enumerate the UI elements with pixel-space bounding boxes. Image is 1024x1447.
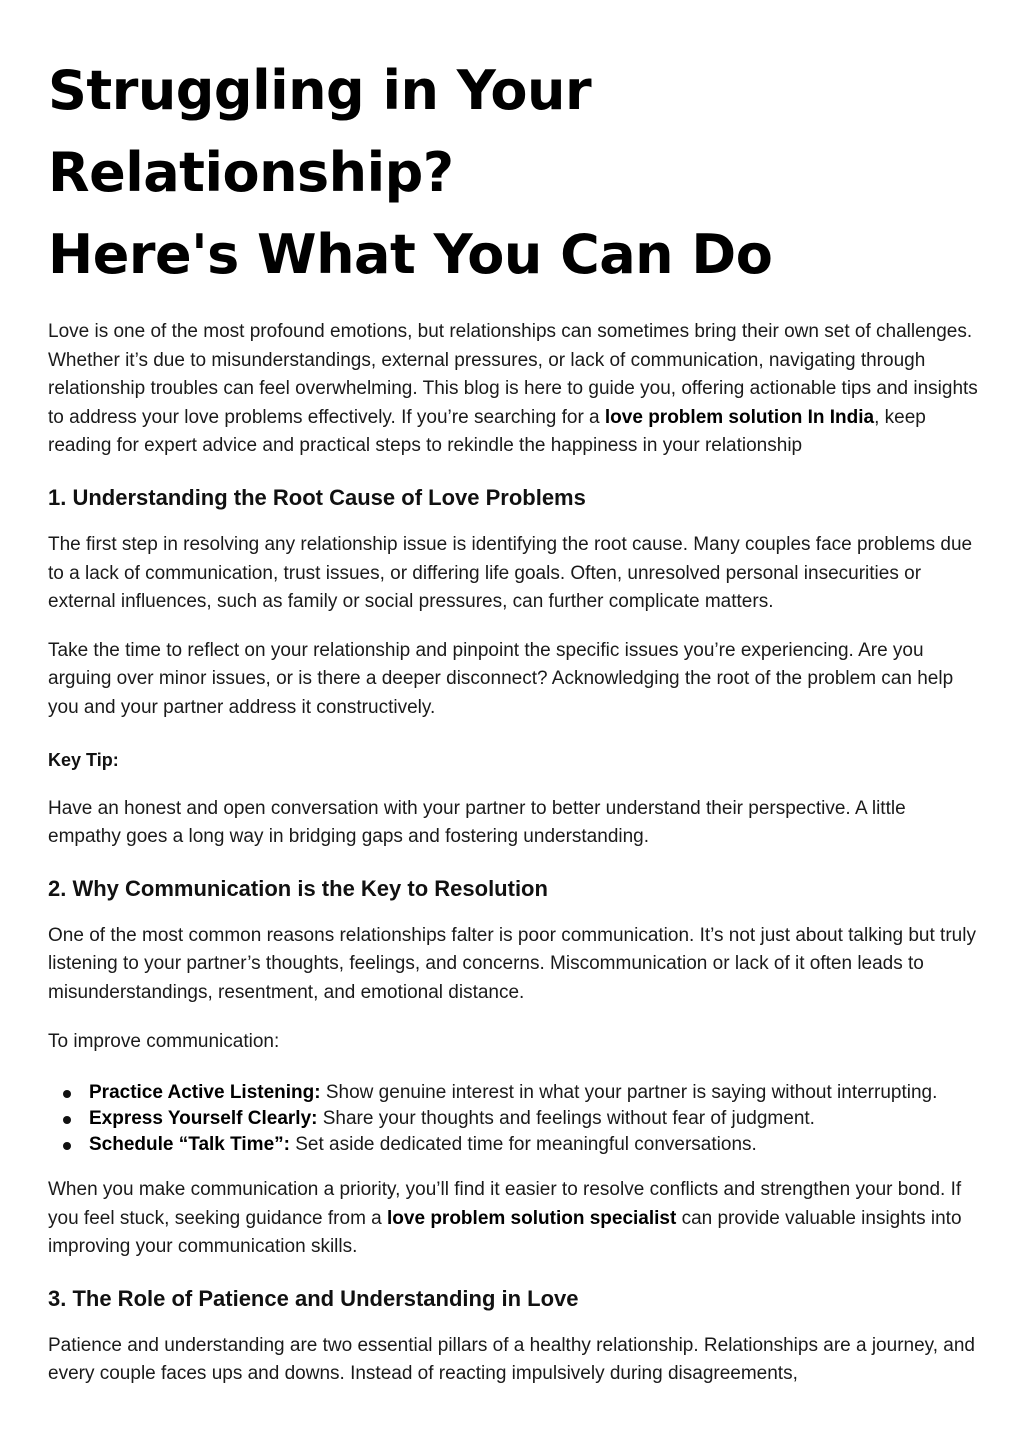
section-2-heading: 2. Why Communication is the Key to Resolution (48, 875, 548, 901)
bullet-icon (63, 1142, 71, 1150)
section-2-paragraph-1: One of the most common reasons relationships falter is poor communication. It’s not just about talking but truly listening to your partner’s thoughts, feelings, and concerns. Miscommunication or lack of it often leads to misunderstandings, resentment, and emotional distance. (48, 924, 976, 1003)
section-1-heading: 1. Understanding the Root Cause of Love Problems (48, 484, 586, 510)
closing-text-end: can provide valuable insights into improving your communication skills. (48, 1207, 962, 1258)
list-item (89, 1080, 980, 1106)
key-tip-paragraph: Have an honest and open conversation with your partner to better understand their perspective. A little empathy goes a long way in bridging gaps and fostering understanding. (48, 797, 906, 848)
tip-label: Express Yourself Clearly: (89, 1108, 318, 1130)
tips-list (48, 1080, 980, 1158)
tip-text: Share your thoughts and feelings without fear of judgment. (317, 1108, 815, 1130)
section-1-paragraph-2: Take the time to reflect on your relationship and pinpoint the specific issues you’re experiencing. Are you arguing over minor issues, or is there a deeper disconnect? Acknowledging the root of the problem can help you and your partner address it constructively. (48, 639, 954, 718)
list-intro: To improve communication: (48, 1030, 280, 1052)
section-3-paragraph-1: Patience and understanding are two essential pillars of a healthy relationship. Relationships are a journey, and every couple faces ups and downs. Instead of reacting impulsively during disagreements, (48, 1334, 976, 1385)
closing-text: When you make communication a priority, you’ll find it easier to resolve conflicts and strengthen your bond. If you feel stuck, seeking guidance from a (48, 1179, 962, 1229)
closing-keyword: love problem solution specialist (387, 1207, 677, 1229)
page-title-line-1: Struggling in Your Relationship? (48, 59, 592, 204)
section-1-paragraph-1: The first step in resolving any relationship issue is identifying the root cause. Many couples face problems due to a lack of communication, trust issues, or differing life goals. Often, unresolved personal insecurities or external influences, such as family or social pressures, can further complicate matters. (48, 533, 973, 613)
intro-text: Love is one of the most profound emotions, but relationships can sometimes bring their own set of challenges. Whether it’s due to misunderstandings, external pressures, or lack of communication, navigating through relationship troubles can feel overwhelming. This blog is here to guide you, offering actionable tips and insights to address your love problems effectively. If you’re searching for a (48, 321, 978, 428)
page-title-line-2: Here's What You Can Do (48, 223, 773, 286)
key-tip-label: Key Tip: (48, 749, 119, 770)
bullet-icon (63, 1090, 71, 1098)
bullet-icon (63, 1116, 71, 1124)
page-title (48, 50, 980, 296)
tip-label: Schedule “Talk Time”: (89, 1134, 290, 1156)
intro-text-end: , keep reading for expert advice and practical steps to rekindle the happiness in your relationship (48, 406, 926, 457)
tip-text: Set aside dedicated time for meaningful conversations. (289, 1134, 757, 1156)
tip-label: Practice Active Listening: (89, 1082, 321, 1104)
tip-text: Show genuine interest in what your partner is saying without interrupting. (320, 1082, 938, 1104)
intro-paragraph (48, 318, 980, 461)
list-item (89, 1106, 980, 1132)
intro-keyword: love problem solution In India (604, 406, 875, 428)
section-2-closing-paragraph (48, 1176, 980, 1262)
list-item (89, 1132, 980, 1158)
section-3-heading: 3. The Role of Patience and Understanding in Love (48, 1285, 579, 1311)
